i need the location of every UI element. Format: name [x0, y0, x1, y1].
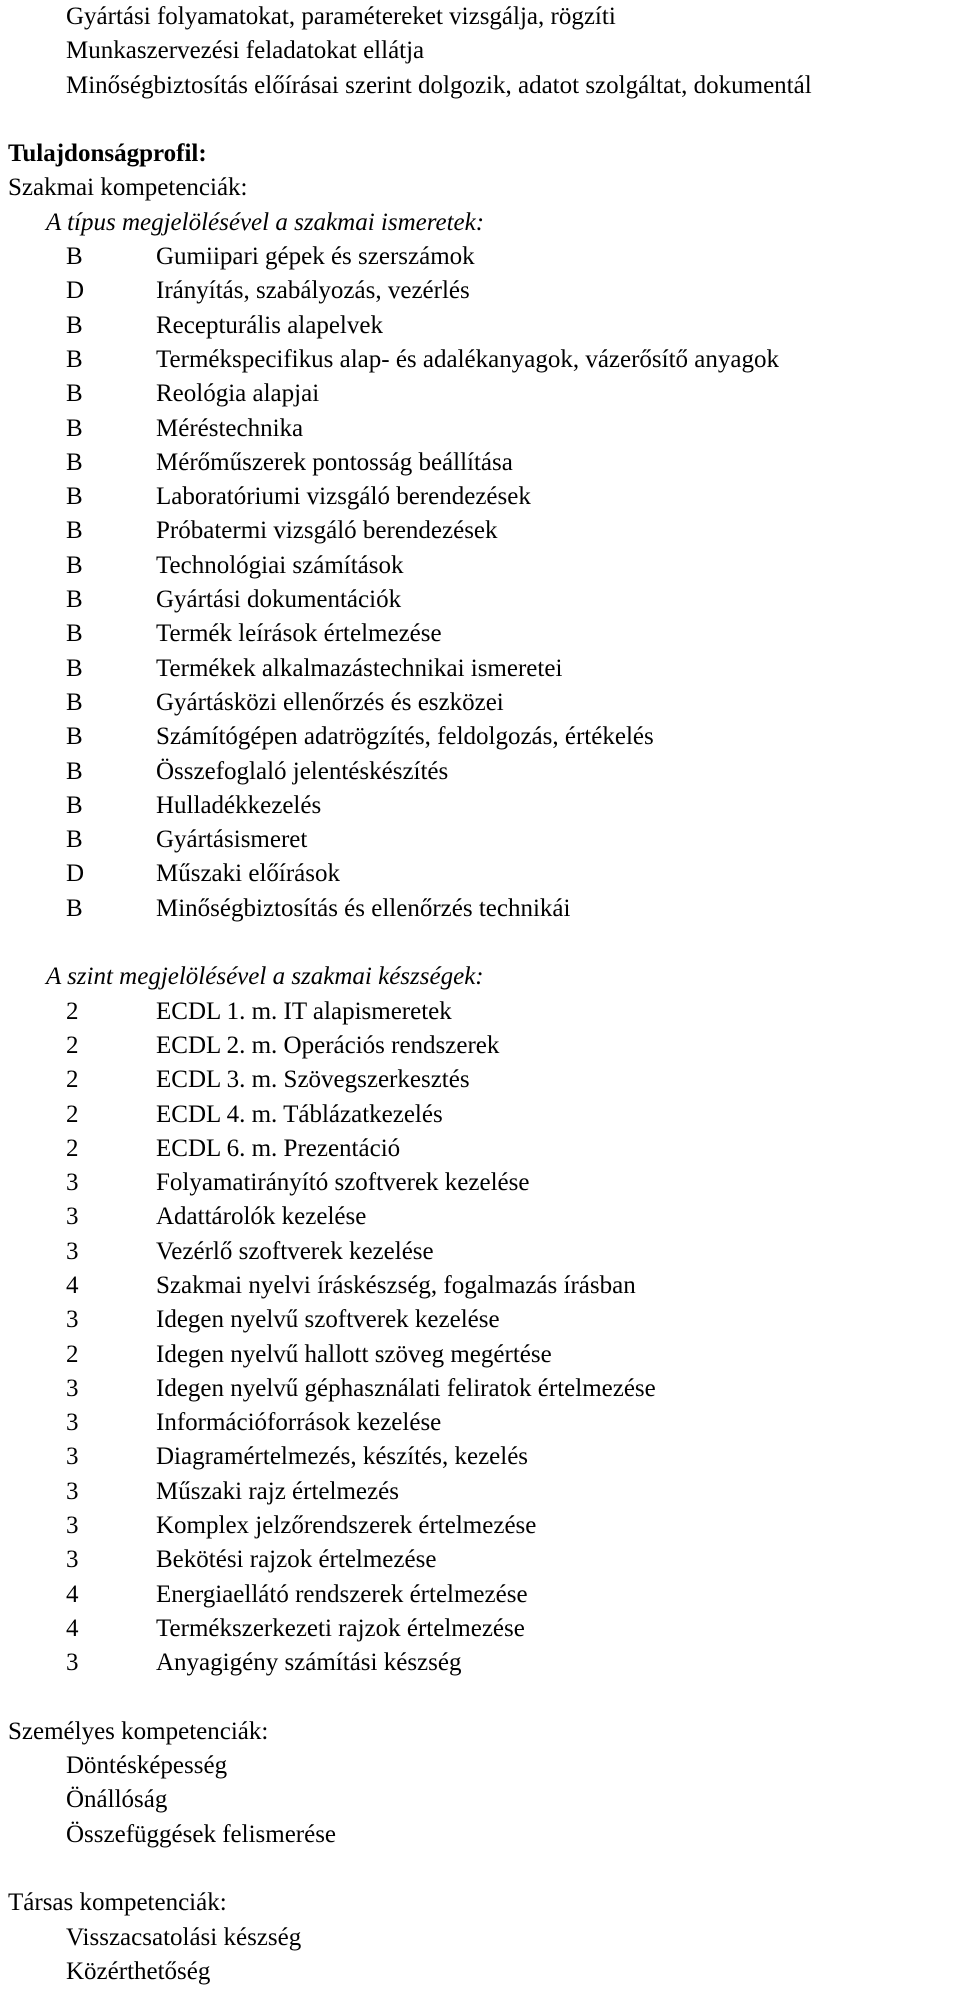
skill-item [8, 1303, 958, 1337]
intro-line: Munkaszervezési feladatokat ellátja [66, 37, 425, 65]
skill-item-text: ECDL 1. m. IT alapismeretek [156, 997, 452, 1025]
skill-item [8, 1578, 958, 1612]
knowledge-item-text: Termék leírások értelmezése [156, 620, 442, 648]
knowledge-item-code: B [66, 586, 83, 614]
personal-heading: Személyes kompetenciák: [8, 1717, 269, 1745]
knowledge-item-code: B [66, 311, 83, 339]
knowledge-item [8, 720, 958, 754]
knowledge-item [8, 240, 958, 274]
social-item: Közérthetőség [66, 1957, 211, 1985]
knowledge-item [8, 823, 958, 857]
skill-item-text: Adattárolók kezelése [156, 1203, 367, 1231]
knowledge-item [8, 549, 958, 583]
knowledge-item-code: B [66, 688, 83, 716]
knowledge-list [8, 240, 958, 926]
knowledge-item-code: B [66, 448, 83, 476]
skill-item-text: Idegen nyelvű géphasználati feliratok értelmezése [156, 1374, 656, 1402]
knowledge-item-text: Gyártási dokumentációk [156, 586, 402, 614]
knowledge-item-code: B [66, 620, 83, 648]
skill-item [8, 1406, 958, 1440]
skill-item-text: Műszaki rajz értelmezés [156, 1477, 399, 1505]
knowledge-item [8, 309, 958, 343]
knowledge-item-text: Összefoglaló jelentéskészítés [156, 757, 449, 785]
skill-item-code: 3 [66, 1512, 79, 1540]
knowledge-item-text: Termékek alkalmazástechnikai ismeretei [156, 654, 563, 682]
skill-item [8, 995, 958, 1029]
knowledge-item-text: Termékspecifikus alap- és adalékanyagok, vázerősítő anyagok [156, 345, 779, 373]
skill-item-text: Idegen nyelvű hallott szöveg megértése [156, 1340, 552, 1368]
knowledge-item-text: Laboratóriumi vizsgáló berendezések [156, 483, 531, 511]
skill-item-text: Anyagigény számítási készség [156, 1649, 462, 1677]
skill-item [8, 1440, 958, 1474]
social-list [8, 1921, 958, 1990]
knowledge-item-text: Recepturális alapelvek [156, 311, 383, 339]
skill-item-text: Diagramértelmezés, készítés, kezelés [156, 1443, 529, 1471]
knowledge-item [8, 617, 958, 651]
knowledge-item [8, 652, 958, 686]
skill-item-text: Termékszerkezeti rajzok értelmezése [156, 1614, 525, 1642]
knowledge-item [8, 446, 958, 480]
knowledge-item-text: Gumiipari gépek és szerszámok [156, 243, 475, 271]
knowledge-item [8, 377, 958, 411]
personal-item: Döntésképesség [66, 1752, 228, 1780]
knowledge-item-text: Műszaki előírások [156, 860, 340, 888]
skill-item-text: Szakmai nyelvi íráskészség, fogalmazás írásban [156, 1271, 636, 1299]
knowledge-item-text: Mérőműszerek pontosság beállítása [156, 448, 513, 476]
knowledge-item-code: B [66, 345, 83, 373]
intro-line: Gyártási folyamatokat, paramétereket vizsgálja, rögzíti [66, 3, 616, 30]
knowledge-item-code: D [66, 860, 85, 888]
knowledge-item-text: Hulladékkezelés [156, 791, 322, 819]
skill-item-code: 2 [66, 1340, 79, 1368]
knowledge-item [8, 755, 958, 789]
knowledge-item-text: Reológia alapjai [156, 380, 320, 408]
knowledge-item [8, 343, 958, 377]
knowledge-item [8, 412, 958, 446]
skill-item-code: 4 [66, 1271, 79, 1299]
professional-heading: Szakmai kompetenciák: [8, 174, 248, 202]
knowledge-item-text: Számítógépen adatrögzítés, feldolgozás, értékelés [156, 723, 654, 751]
knowledge-item-text: Minőségbiztosítás és ellenőrzés technikái [156, 894, 571, 922]
skill-item-code: 2 [66, 1031, 79, 1059]
skill-item [8, 1612, 958, 1646]
knowledge-item-code: B [66, 723, 83, 751]
skill-item-text: Energiaellátó rendszerek értelmezése [156, 1580, 528, 1608]
knowledge-item-code: B [66, 757, 83, 785]
personal-list [8, 1749, 958, 1852]
skill-item [8, 1372, 958, 1406]
skill-item-code: 3 [66, 1649, 79, 1677]
skill-item-text: Bekötési rajzok értelmezése [156, 1546, 437, 1574]
knowledge-item-code: B [66, 654, 83, 682]
knowledge-item-code: B [66, 791, 83, 819]
personal-item: Önállóság [66, 1786, 168, 1814]
skill-item [8, 1098, 958, 1132]
knowledge-item-code: B [66, 243, 83, 271]
skill-item-text: ECDL 4. m. Táblázatkezelés [156, 1100, 443, 1128]
skills-heading: A szint megjelölésével a szakmai készségek: [46, 963, 484, 991]
skill-item-text: Információforrások kezelése [156, 1409, 442, 1437]
knowledge-item-text: Gyártásközi ellenőrzés és eszközei [156, 688, 504, 716]
knowledge-heading: A típus megjelölésével a szakmai ismeretek: [46, 208, 485, 236]
skill-item-code: 4 [66, 1614, 79, 1642]
profile-title: Tulajdonságprofil: [8, 140, 207, 168]
knowledge-item-code: B [66, 894, 83, 922]
social-heading: Társas kompetenciák: [8, 1889, 227, 1917]
skill-item [8, 1646, 958, 1680]
skill-item-code: 3 [66, 1237, 79, 1265]
skill-item-text: Komplex jelzőrendszerek értelmezése [156, 1512, 537, 1540]
knowledge-item-code: B [66, 551, 83, 579]
skill-item-text: ECDL 3. m. Szövegszerkesztés [156, 1066, 470, 1094]
knowledge-item [8, 480, 958, 514]
skill-item-text: Idegen nyelvű szoftverek kezelése [156, 1306, 500, 1334]
knowledge-item-text: Gyártásismeret [156, 826, 308, 854]
knowledge-item-code: B [66, 414, 83, 442]
skill-item-code: 3 [66, 1477, 79, 1505]
skill-item-text: Vezérlő szoftverek kezelése [156, 1237, 434, 1265]
skill-item-code: 3 [66, 1306, 79, 1334]
skill-item-code: 3 [66, 1203, 79, 1231]
knowledge-item [8, 583, 958, 617]
knowledge-item-text: Méréstechnika [156, 414, 304, 442]
skill-item-text: Folyamatirányító szoftverek kezelése [156, 1169, 530, 1197]
skill-item [8, 1029, 958, 1063]
skill-item [8, 1235, 958, 1269]
knowledge-item-text: Irányítás, szabályozás, vezérlés [156, 277, 470, 305]
knowledge-item [8, 857, 958, 891]
skill-item [8, 1200, 958, 1234]
social-item: Visszacsatolási készség [66, 1923, 302, 1951]
knowledge-item-text: Technológiai számítások [156, 551, 404, 579]
skill-item-code: 3 [66, 1169, 79, 1197]
skill-item [8, 1543, 958, 1577]
knowledge-item-code: D [66, 277, 85, 305]
skill-item [8, 1475, 958, 1509]
skill-item-code: 3 [66, 1443, 79, 1471]
skills-list [8, 995, 958, 1681]
skill-item [8, 1338, 958, 1372]
skill-item [8, 1166, 958, 1200]
skill-item-code: 3 [66, 1546, 79, 1574]
knowledge-item-code: B [66, 517, 83, 545]
personal-item: Összefüggések felismerése [66, 1820, 337, 1848]
skill-item-code: 2 [66, 997, 79, 1025]
knowledge-item [8, 789, 958, 823]
skill-item-text: ECDL 2. m. Operációs rendszerek [156, 1031, 500, 1059]
knowledge-item [8, 274, 958, 308]
skill-item-code: 3 [66, 1409, 79, 1437]
intro-section [8, 0, 958, 103]
skill-item-code: 4 [66, 1580, 79, 1608]
skill-item [8, 1063, 958, 1097]
knowledge-item-code: B [66, 483, 83, 511]
knowledge-item-code: B [66, 380, 83, 408]
knowledge-item [8, 514, 958, 548]
knowledge-item-code: B [66, 826, 83, 854]
skill-item [8, 1132, 958, 1166]
skill-item-text: ECDL 6. m. Prezentáció [156, 1134, 401, 1162]
skill-item [8, 1269, 958, 1303]
skill-item-code: 2 [66, 1100, 79, 1128]
skill-item-code: 2 [66, 1066, 79, 1094]
skill-item-code: 2 [66, 1134, 79, 1162]
knowledge-item-text: Próbatermi vizsgáló berendezések [156, 517, 498, 545]
knowledge-item [8, 892, 958, 926]
skill-item-code: 3 [66, 1374, 79, 1402]
knowledge-item [8, 686, 958, 720]
skill-item [8, 1509, 958, 1543]
intro-line: Minőségbiztosítás előírásai szerint dolgozik, adatot szolgáltat, dokumentál [66, 71, 812, 99]
document-page [8, 0, 958, 1989]
